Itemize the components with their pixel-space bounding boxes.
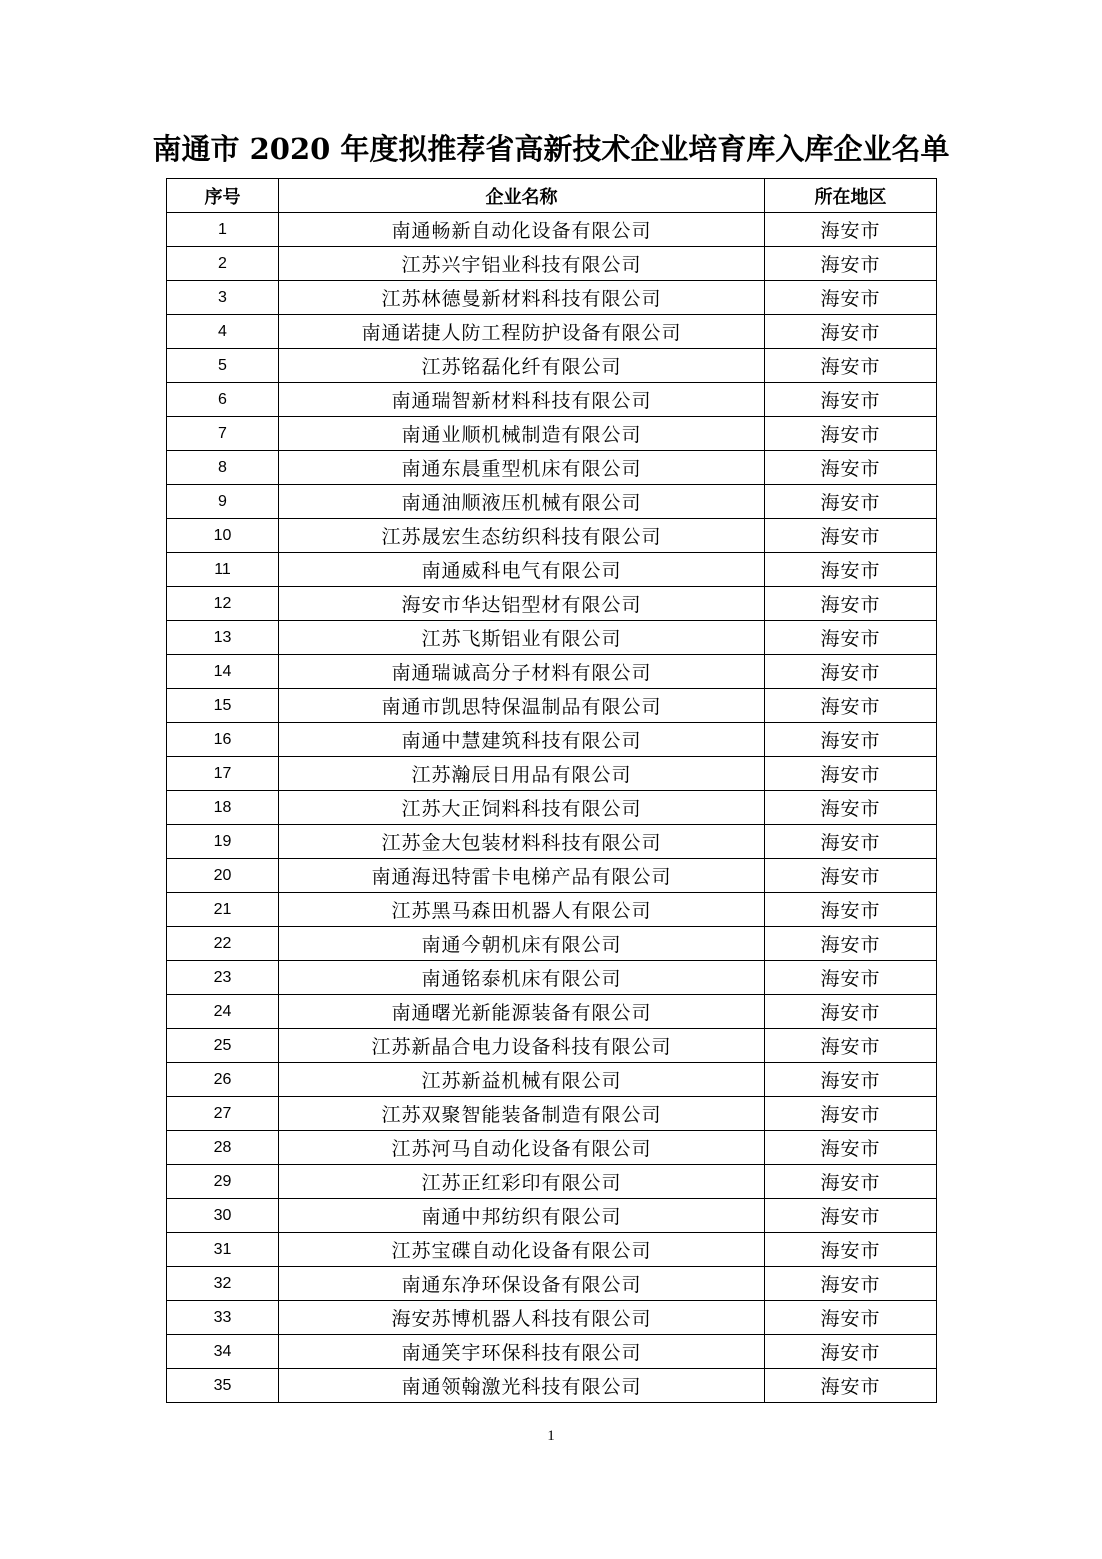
serial-number-cell: 17 [167, 757, 279, 791]
serial-number-cell: 2 [167, 247, 279, 281]
table-row [167, 1199, 937, 1233]
enterprise-name-cell: 南通畅新自动化设备有限公司 [279, 213, 765, 247]
region-cell: 海安市 [765, 451, 937, 485]
enterprise-name-cell: 海安市华达铝型材有限公司 [279, 587, 765, 621]
region-cell: 海安市 [765, 1301, 937, 1335]
serial-number-cell: 1 [167, 213, 279, 247]
document-title: 南通市 2020 年度拟推荐省高新技术企业培育库入库企业名单 [152, 132, 950, 166]
region-cell: 海安市 [765, 281, 937, 315]
enterprise-name-cell: 江苏铭磊化纤有限公司 [279, 349, 765, 383]
region-cell: 海安市 [765, 995, 937, 1029]
region-cell: 海安市 [765, 655, 937, 689]
table-row [167, 1301, 937, 1335]
enterprise-name-cell: 江苏金大包装材料科技有限公司 [279, 825, 765, 859]
table-row [167, 1369, 937, 1403]
serial-number-cell: 14 [167, 655, 279, 689]
table-row [167, 1131, 937, 1165]
enterprise-name-cell: 江苏河马自动化设备有限公司 [279, 1131, 765, 1165]
region-cell: 海安市 [765, 315, 937, 349]
region-cell: 海安市 [765, 757, 937, 791]
region-cell: 海安市 [765, 1063, 937, 1097]
serial-number-cell: 21 [167, 893, 279, 927]
region-cell: 海安市 [765, 1131, 937, 1165]
region-cell: 海安市 [765, 1369, 937, 1403]
region-cell: 海安市 [765, 1335, 937, 1369]
table-row [167, 995, 937, 1029]
enterprise-name-cell: 江苏大正饲料科技有限公司 [279, 791, 765, 825]
enterprise-name-cell: 南通瑞智新材料科技有限公司 [279, 383, 765, 417]
serial-number-cell: 26 [167, 1063, 279, 1097]
table-row [167, 723, 937, 757]
region-cell: 海安市 [765, 1097, 937, 1131]
table-row [167, 417, 937, 451]
region-cell: 海安市 [765, 689, 937, 723]
region-cell: 海安市 [765, 825, 937, 859]
enterprise-name-cell: 南通中邦纺织有限公司 [279, 1199, 765, 1233]
serial-number-cell: 31 [167, 1233, 279, 1267]
serial-number-cell: 18 [167, 791, 279, 825]
enterprise-name-cell: 南通东净环保设备有限公司 [279, 1267, 765, 1301]
table-row [167, 315, 937, 349]
enterprise-name-cell: 江苏正红彩印有限公司 [279, 1165, 765, 1199]
serial-number-cell: 35 [167, 1369, 279, 1403]
region-cell: 海安市 [765, 723, 937, 757]
region-cell: 海安市 [765, 927, 937, 961]
serial-number-cell: 22 [167, 927, 279, 961]
serial-number-cell: 34 [167, 1335, 279, 1369]
region-cell: 海安市 [765, 247, 937, 281]
table-row [167, 1267, 937, 1301]
enterprise-name-cell: 南通业顺机械制造有限公司 [279, 417, 765, 451]
table-row [167, 519, 937, 553]
region-cell: 海安市 [765, 621, 937, 655]
table-row [167, 893, 937, 927]
table-row [167, 621, 937, 655]
enterprise-name-cell: 南通诺捷人防工程防护设备有限公司 [279, 315, 765, 349]
table-row [167, 1063, 937, 1097]
serial-number-cell: 28 [167, 1131, 279, 1165]
region-cell: 海安市 [765, 349, 937, 383]
table-row [167, 213, 937, 247]
enterprise-name-cell: 南通曙光新能源装备有限公司 [279, 995, 765, 1029]
table-row [167, 383, 937, 417]
enterprise-name-cell: 南通笑宇环保科技有限公司 [279, 1335, 765, 1369]
serial-number-cell: 24 [167, 995, 279, 1029]
table-row [167, 927, 937, 961]
enterprise-table [166, 178, 937, 1403]
enterprise-name-cell: 南通领翰激光科技有限公司 [279, 1369, 765, 1403]
table-body [167, 213, 937, 1403]
serial-number-cell: 32 [167, 1267, 279, 1301]
table-row [167, 655, 937, 689]
serial-number-cell: 8 [167, 451, 279, 485]
enterprise-name-cell: 南通油顺液压机械有限公司 [279, 485, 765, 519]
serial-number-cell: 11 [167, 553, 279, 587]
enterprise-name-cell: 南通海迅特雷卡电梯产品有限公司 [279, 859, 765, 893]
table-row [167, 281, 937, 315]
region-cell: 海安市 [765, 1165, 937, 1199]
table-row [167, 1165, 937, 1199]
enterprise-name-cell: 江苏黑马森田机器人有限公司 [279, 893, 765, 927]
enterprise-name-cell: 南通东晨重型机床有限公司 [279, 451, 765, 485]
enterprise-name-cell: 南通今朝机床有限公司 [279, 927, 765, 961]
serial-number-cell: 7 [167, 417, 279, 451]
serial-number-cell: 16 [167, 723, 279, 757]
table-row [167, 553, 937, 587]
region-cell: 海安市 [765, 1029, 937, 1063]
enterprise-name-cell: 南通市凯思特保温制品有限公司 [279, 689, 765, 723]
enterprise-name-cell: 江苏双聚智能装备制造有限公司 [279, 1097, 765, 1131]
region-cell: 海安市 [765, 859, 937, 893]
serial-number-cell: 4 [167, 315, 279, 349]
page-number: 1 [547, 1428, 555, 1444]
region-cell: 海安市 [765, 1199, 937, 1233]
region-cell: 海安市 [765, 791, 937, 825]
enterprise-name-cell: 江苏兴宇铝业科技有限公司 [279, 247, 765, 281]
serial-number-cell: 6 [167, 383, 279, 417]
table-row [167, 791, 937, 825]
table-row [167, 451, 937, 485]
region-cell: 海安市 [765, 213, 937, 247]
region-cell: 海安市 [765, 485, 937, 519]
table-row [167, 1029, 937, 1063]
table-row [167, 587, 937, 621]
serial-number-cell: 25 [167, 1029, 279, 1063]
serial-number-cell: 33 [167, 1301, 279, 1335]
table-row [167, 757, 937, 791]
table-header-row [167, 179, 937, 213]
region-cell: 海安市 [765, 961, 937, 995]
region-cell: 海安市 [765, 519, 937, 553]
region-cell: 海安市 [765, 587, 937, 621]
table-row [167, 689, 937, 723]
table-row [167, 1335, 937, 1369]
enterprise-name-cell: 南通瑞诚高分子材料有限公司 [279, 655, 765, 689]
enterprise-name-cell: 江苏新益机械有限公司 [279, 1063, 765, 1097]
region-cell: 海安市 [765, 417, 937, 451]
serial-number-cell: 13 [167, 621, 279, 655]
enterprise-name-cell: 南通中慧建筑科技有限公司 [279, 723, 765, 757]
serial-number-cell: 29 [167, 1165, 279, 1199]
serial-number-cell: 30 [167, 1199, 279, 1233]
enterprise-name-cell: 江苏新晶合电力设备科技有限公司 [279, 1029, 765, 1063]
serial-number-cell: 9 [167, 485, 279, 519]
serial-number-cell: 5 [167, 349, 279, 383]
region-cell: 海安市 [765, 553, 937, 587]
enterprise-name-cell: 海安苏博机器人科技有限公司 [279, 1301, 765, 1335]
enterprise-name-cell: 江苏晟宏生态纺织科技有限公司 [279, 519, 765, 553]
table-row [167, 349, 937, 383]
enterprise-name-cell: 江苏瀚辰日用品有限公司 [279, 757, 765, 791]
table-row [167, 825, 937, 859]
region-cell: 海安市 [765, 1267, 937, 1301]
serial-number-cell: 12 [167, 587, 279, 621]
table-row [167, 1233, 937, 1267]
enterprise-name-cell: 南通铭泰机床有限公司 [279, 961, 765, 995]
region-cell: 海安市 [765, 1233, 937, 1267]
header-enterprise-name: 企业名称 [279, 179, 765, 213]
table-row [167, 1097, 937, 1131]
table-row [167, 859, 937, 893]
header-serial-number: 序号 [167, 179, 279, 213]
header-region: 所在地区 [765, 179, 937, 213]
serial-number-cell: 3 [167, 281, 279, 315]
serial-number-cell: 19 [167, 825, 279, 859]
serial-number-cell: 10 [167, 519, 279, 553]
enterprise-name-cell: 江苏宝碟自动化设备有限公司 [279, 1233, 765, 1267]
serial-number-cell: 27 [167, 1097, 279, 1131]
table-row [167, 247, 937, 281]
serial-number-cell: 20 [167, 859, 279, 893]
serial-number-cell: 15 [167, 689, 279, 723]
enterprise-name-cell: 江苏林德曼新材料科技有限公司 [279, 281, 765, 315]
region-cell: 海安市 [765, 893, 937, 927]
region-cell: 海安市 [765, 383, 937, 417]
table-row [167, 485, 937, 519]
enterprise-name-cell: 江苏飞斯铝业有限公司 [279, 621, 765, 655]
enterprise-name-cell: 南通威科电气有限公司 [279, 553, 765, 587]
serial-number-cell: 23 [167, 961, 279, 995]
table-row [167, 961, 937, 995]
